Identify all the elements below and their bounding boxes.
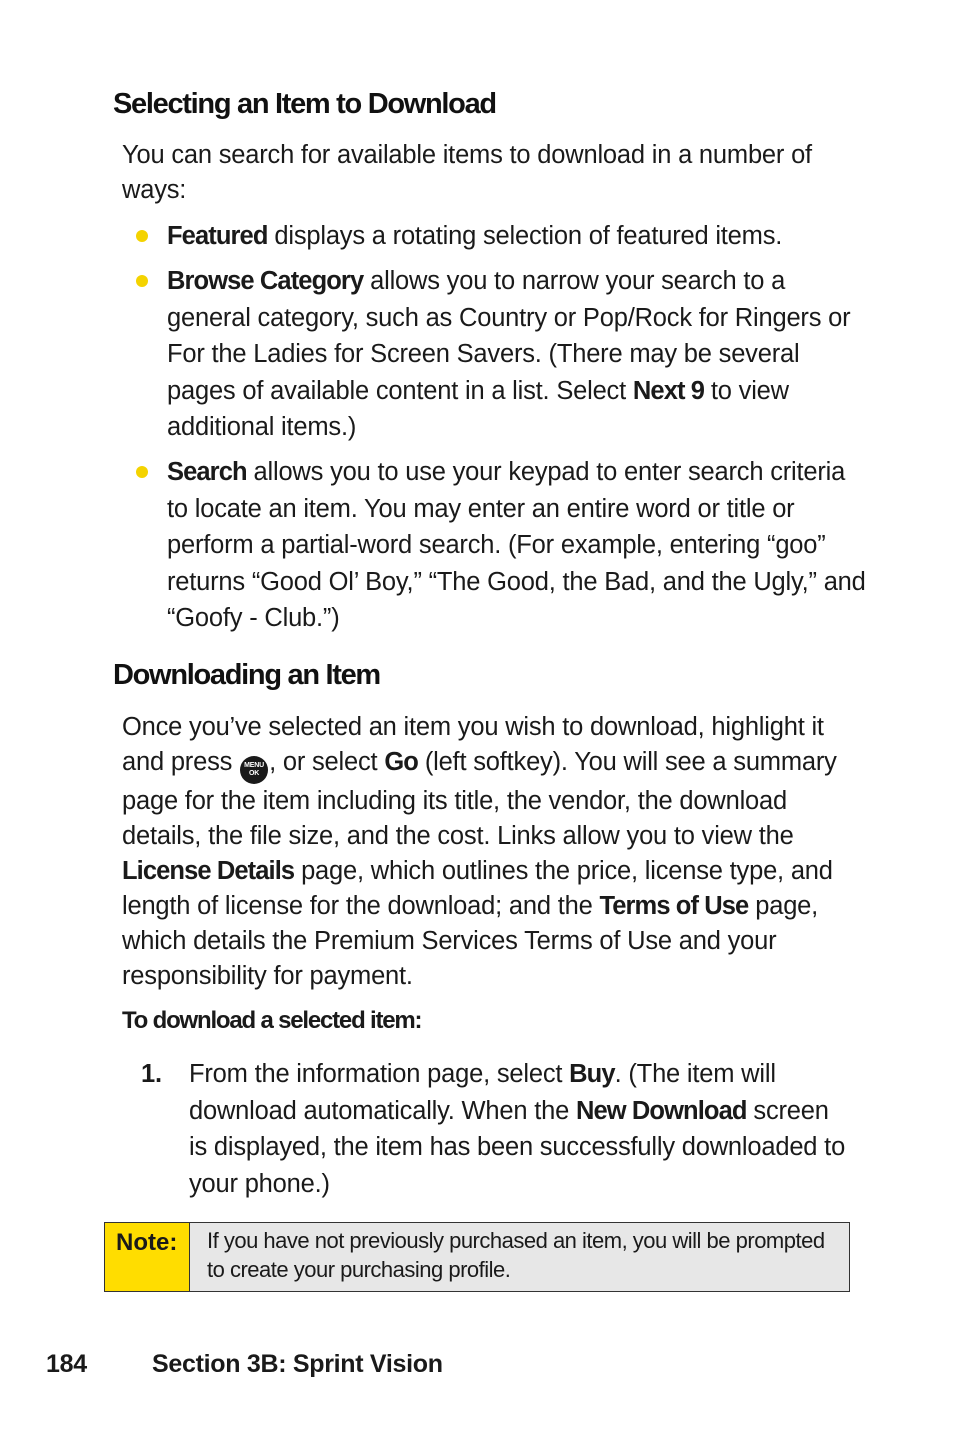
bullet-dot: [136, 466, 148, 478]
menu-ok-key-icon: MENU OK: [240, 756, 268, 784]
bullet-search: [167, 454, 867, 637]
note-text: If you have not previously purchased an item, you will be prompted to create your purchasing profile.: [190, 1223, 849, 1291]
term-terms-of-use: Terms of Use: [599, 892, 749, 920]
term-license-details: License Details: [122, 857, 295, 885]
term-featured: Featured: [167, 222, 268, 250]
intro-paragraph: You can search for available items to download in a number of ways:: [122, 141, 812, 204]
bullet-text: allows you to use your keypad to enter search criteria to locate an item. You may enter an entire word or title or perform a partial-word search. (For example, entering “goo” returns “Good Ol’ Boy,” “The Good, the Bad, and the Ugly,” and “Goofy - Club.”): [167, 458, 866, 632]
procedure-subheading: To download a selected item:: [122, 1007, 422, 1034]
term-buy: Buy: [569, 1060, 615, 1088]
bullet-text: displays a rotating selection of featured items.: [267, 222, 783, 250]
term-go: Go: [384, 748, 418, 776]
downloading-paragraph: Once you’ve selected an item you wish to download, highlight it and press MENU OK , or select Go (left softkey). You will see a summary page for the item including its title, the vendor, the download details, the file size, and the cost. Links allow you to view the License Details page, which outlines the price, license type, and length of license for the download; and the Terms of Use page, which details the Premium Services Terms of Use and your responsibility for payment.: [122, 713, 837, 990]
term-search: Search: [167, 458, 247, 486]
bullet-text: allows you to narrow your search to a general category, such as Country or Pop/Rock for Ringers or For the Ladies for Screen Savers. (There may be several pages of available content in a list. Select: [167, 267, 851, 405]
term-browse-category: Browse Category: [167, 267, 364, 295]
footer-section-title: Section 3B: Sprint Vision: [152, 1350, 443, 1378]
note-label: Note:: [105, 1223, 190, 1291]
bullet-dot: [136, 230, 148, 242]
note-box: [104, 1222, 850, 1292]
term-next-9: Next 9: [632, 376, 705, 405]
bullet-featured: [167, 218, 867, 255]
procedure-step-1: 1. From the information page, select Buy. (The item will download automatically. When the New Download screen is displayed, the item has been successfully downloaded to your phone.): [189, 1056, 849, 1202]
section-heading-downloading: Downloading an Item: [113, 659, 380, 691]
bullet-text: to view additional items.): [167, 376, 789, 441]
step-number: 1.: [141, 1060, 162, 1088]
bullet-dot: [136, 275, 148, 287]
section-heading-selecting: Selecting an Item to Download: [113, 88, 496, 120]
bullet-browse-category: [167, 263, 867, 446]
term-new-download: New Download: [575, 1096, 747, 1125]
page-number: 184: [46, 1350, 87, 1378]
